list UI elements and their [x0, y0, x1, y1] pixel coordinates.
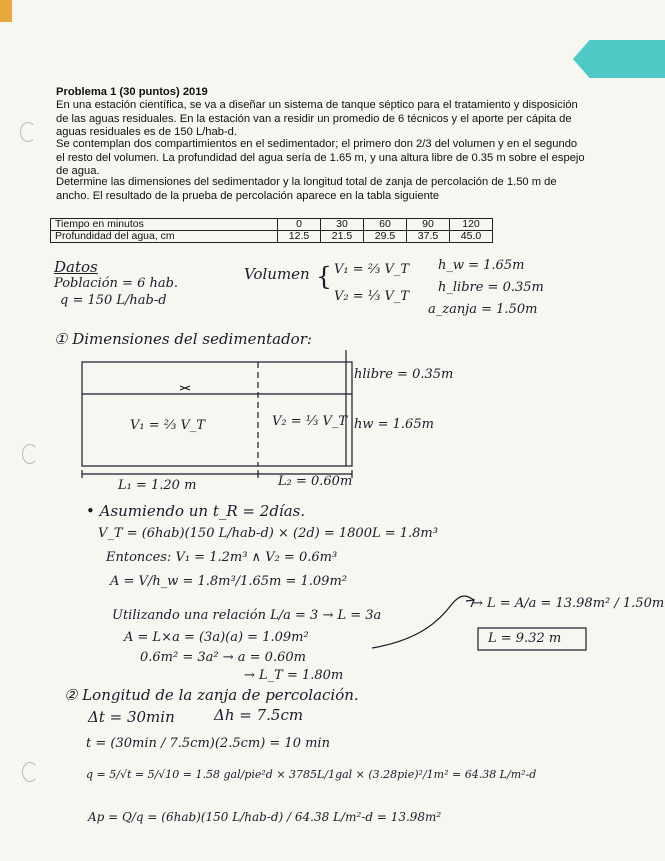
table-cell: 60: [364, 219, 407, 231]
v2-note: V₂ = ⅓ V_T: [334, 289, 410, 304]
relation-line: Utilizando una relación L/a = 3 → L = 3a: [112, 608, 382, 623]
table-cell: 120: [450, 219, 493, 231]
assumption-line: • Asumiendo un t_R = 2días.: [86, 502, 306, 520]
datos-heading: Datos: [54, 258, 98, 276]
length-result-line: → L_T = 1.80m: [244, 668, 344, 683]
diagram-l1-label: L₁ = 1.20 m: [118, 478, 197, 493]
time-calc-line: t = (30min / 7.5cm)(2.5cm) = 10 min: [86, 736, 330, 751]
v1-note: V₁ = ⅔ V_T: [334, 262, 410, 277]
diagram-v2-label: V₂ = ⅓ V_T: [272, 414, 348, 429]
problem-title: Problema 1 (30 puntos) 2019: [56, 86, 208, 98]
table-cell: 37.5: [407, 231, 450, 243]
delta-h-line: Δh = 7.5cm: [214, 706, 304, 724]
table-cell: 29.5: [364, 231, 407, 243]
area-line: A = V/h_w = 1.8m³/1.65m = 1.09m²: [110, 574, 347, 589]
diagram-v1-label: V₁ = ⅔ V_T: [130, 418, 206, 433]
problem-paragraph-2: Se contemplan dos compartimientos en el sedimentador; el primero don 2/3 del volumen y en el segundo el resto del volumen. La profundidad del agua sería de 1.65 m, y una altura libre de 0.35 m sobre el espejo de agua.: [56, 138, 585, 177]
area-relation-line: A = L×a = (3a)(a) = 1.09m²: [124, 630, 309, 645]
diagram-l2-label: L₂ = 0.60m: [278, 474, 353, 489]
hlibre-note: h_libre = 0.35m: [438, 280, 544, 295]
delta-t-line: Δt = 30min: [88, 708, 175, 726]
area-percolation-line: Ap = Q/q = (6hab)(150 L/hab-d) / 64.38 L/m²-d = 13.98m²: [88, 810, 442, 824]
zanja-length-result: L = 9.32 m: [488, 631, 562, 646]
volumen-label: Volumen: [244, 265, 310, 283]
brace-icon: {: [316, 262, 332, 291]
table-row-label: Tiempo en minutos: [51, 219, 278, 231]
table-cell: 45.0: [450, 231, 493, 243]
azanja-note: a_zanja = 1.50m: [428, 302, 538, 317]
hw-note: h_w = 1.65m: [438, 258, 525, 273]
problem-paragraph-3: Determine las dimensiones del sedimentador y la longitud total de zanja de percolación de 1.50 m de ancho. El resultado de la prueba de percolación aparece en la tabla siguiente: [56, 176, 557, 202]
section-1-heading: ① Dimensiones del sedimentador:: [54, 330, 312, 348]
width-result-line: 0.6m² = 3a² → a = 0.60m: [140, 650, 306, 665]
table-cell: 21.5: [321, 231, 364, 243]
table-cell: 90: [407, 219, 450, 231]
section-2-heading: ② Longitud de la zanja de percolación.: [64, 686, 359, 704]
caudal-note: q = 150 L/hab-d: [60, 293, 167, 308]
table-cell: 12.5: [278, 231, 321, 243]
total-volume-line: V_T = (6hab)(150 L/hab-d) × (2d) = 1800L = 1.8m³: [98, 526, 438, 541]
diagram-hw-label: hw = 1.65m: [354, 417, 434, 432]
table-row-label: Profundidad del agua, cm: [51, 231, 278, 243]
volumes-line: Entonces: V₁ = 1.2m³ ∧ V₂ = 0.6m³: [106, 550, 338, 565]
rate-calc-line: q = 5/√t = 5/√10 = 1.58 gal/pie²d × 3785L/1gal × (3.28pie)²/1m² = 64.38 L/m²-d: [86, 768, 537, 781]
problem-paragraph-1: En una estación científica, se va a diseñar un sistema de tanque séptico para el tratamiento y disposición de las aguas residuales. En la estación van a residir un promedio de 6 técnicos y el aporte per cápita de aguas residuales es de 150 L/hab-d.: [56, 99, 578, 138]
table-cell: 30: [321, 219, 364, 231]
zanja-length-formula: → L = A/a = 13.98m² / 1.50m: [472, 596, 665, 611]
water-level-mark-icon: [180, 386, 190, 390]
poblacion-note: Población = 6 hab.: [54, 276, 179, 291]
diagram-hlibre-label: hlibre = 0.35m: [354, 367, 454, 382]
curved-arrow-icon: [372, 596, 474, 648]
table-cell: 0: [278, 219, 321, 231]
